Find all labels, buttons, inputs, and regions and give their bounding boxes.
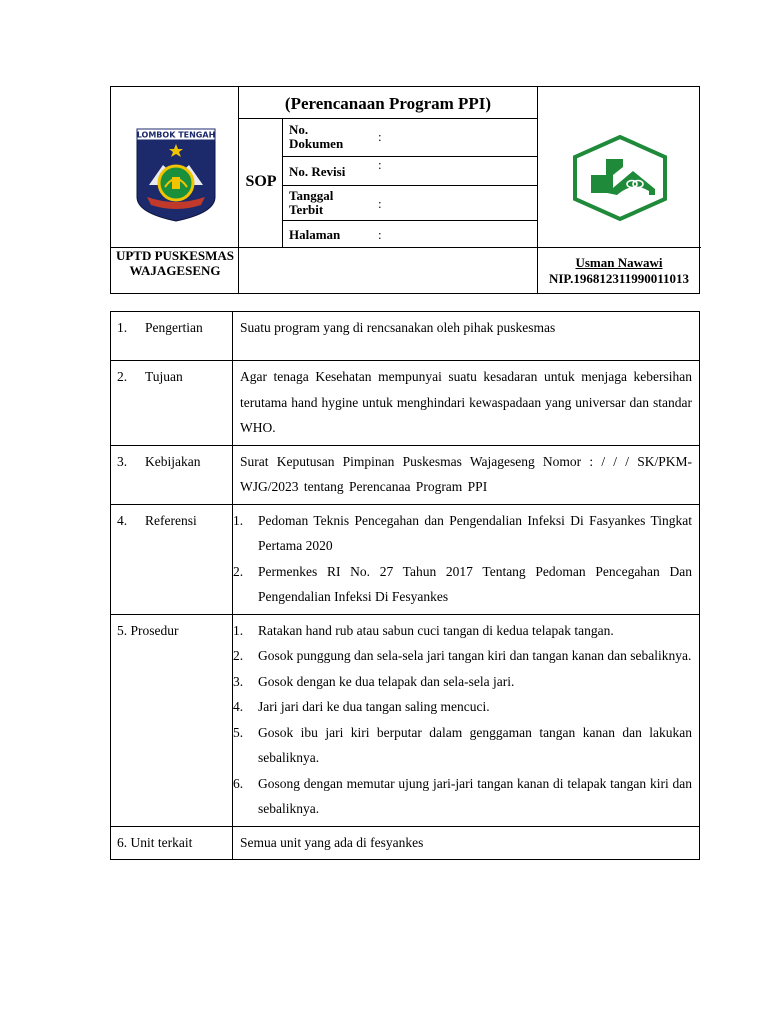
section-label: 5. Prosedur: [111, 614, 233, 826]
section-text: Agar tenaga Kesehatan mempunyai suatu kesadaran untuk menjaga kebersihan terutama hand hygine untuk menghindari kewaspadaan yang universar dan standar WHO.: [233, 361, 700, 446]
sop-content-table: [110, 311, 700, 860]
organization-name: UPTD PUSKESMAS WAJAGESENG: [115, 248, 235, 278]
section-number: 2.: [117, 369, 128, 384]
section-label: Kebijakan: [145, 453, 201, 469]
section-number: 3.: [117, 453, 128, 469]
list-item: 5. Gosok ibu jari kiri berputar dalam genggaman tangan kanan dan lakukan sebaliknya.: [233, 724, 692, 765]
list-item: 2. Permenkes RI No. 27 Tahun 2017 Tentang Pedoman Pencegahan Dan Pengendalian Infeksi Di Fesyankes: [233, 563, 692, 604]
list-item: 4. Jari jari dari ke dua tangan saling mencuci.: [233, 699, 490, 714]
section-label: Tujuan: [145, 369, 183, 384]
section-row-kebijakan: [111, 445, 700, 504]
list-item: 1. Pedoman Teknis Pencegahan dan Pengendalian Infeksi Di Fasyankes Tingkat Pertama 2020: [233, 512, 692, 553]
section-number: 4.: [117, 512, 128, 528]
field-label-halaman: Halaman: [289, 227, 341, 242]
field-label-tanggal-terbit: Tanggal Terbit: [289, 188, 334, 217]
section-text: Semua unit yang ada di fesyankes: [233, 826, 700, 860]
list-item: 6. Gosong dengan memutar ujung jari-jari tangan kanan di telapak tangan kiri dan sebaliknya.: [233, 775, 692, 816]
section-number: 1.: [117, 320, 128, 335]
puskesmas-logo-icon: [571, 135, 669, 221]
field-sep-tanggal-terbit: :: [378, 196, 382, 211]
field-sep-halaman: :: [378, 227, 382, 242]
section-row-referensi: [111, 504, 700, 614]
section-text: Surat Keputusan Pimpinan Puskesmas Wajageseng Nomor : / / / SK/PKM-WJG/2023 tentang Perencanaa Program PPI: [233, 445, 700, 504]
list-item: 2. Gosok punggung dan sela-sela jari tangan kiri dan tangan kanan dan sebaliknya.: [233, 648, 692, 663]
section-label: 6. Unit terkait: [111, 826, 233, 860]
lombok-tengah-emblem-icon: [135, 127, 217, 223]
section-label: Pengertian: [145, 320, 203, 335]
field-sep-no-dokumen: :: [378, 129, 382, 144]
sop-header-table: [110, 86, 700, 294]
list-item: 1. Ratakan hand rub atau sabun cuci tangan di kedua telapak tangan.: [233, 622, 614, 638]
section-label: Referensi: [145, 512, 197, 528]
signer-nip: NIP.196812311990011013: [548, 271, 689, 286]
emblem-label: LOMBOK TENGAH: [136, 130, 216, 140]
signer-name: Usman Nawawi: [575, 255, 663, 270]
section-text: Suatu program yang di rencsanakan oleh pihak puskesmas: [233, 312, 700, 361]
section-row-tujuan: [111, 361, 700, 446]
list-item: 3. Gosok dengan ke dua telapak dan sela-sela jari.: [233, 673, 515, 689]
section-row-prosedur: [111, 614, 700, 826]
sop-label: SOP: [245, 173, 277, 190]
section-row-pengertian: [111, 312, 700, 361]
field-label-no-revisi: No. Revisi: [289, 164, 346, 179]
procedure-list: [233, 618, 692, 822]
document-title: (Perencanaan Program PPI): [284, 94, 492, 113]
field-label-no-dokumen: No. Dokumen: [289, 122, 344, 151]
field-sep-no-revisi: :: [378, 157, 382, 172]
reference-list: [233, 508, 692, 610]
section-row-unit-terkait: [111, 826, 700, 860]
